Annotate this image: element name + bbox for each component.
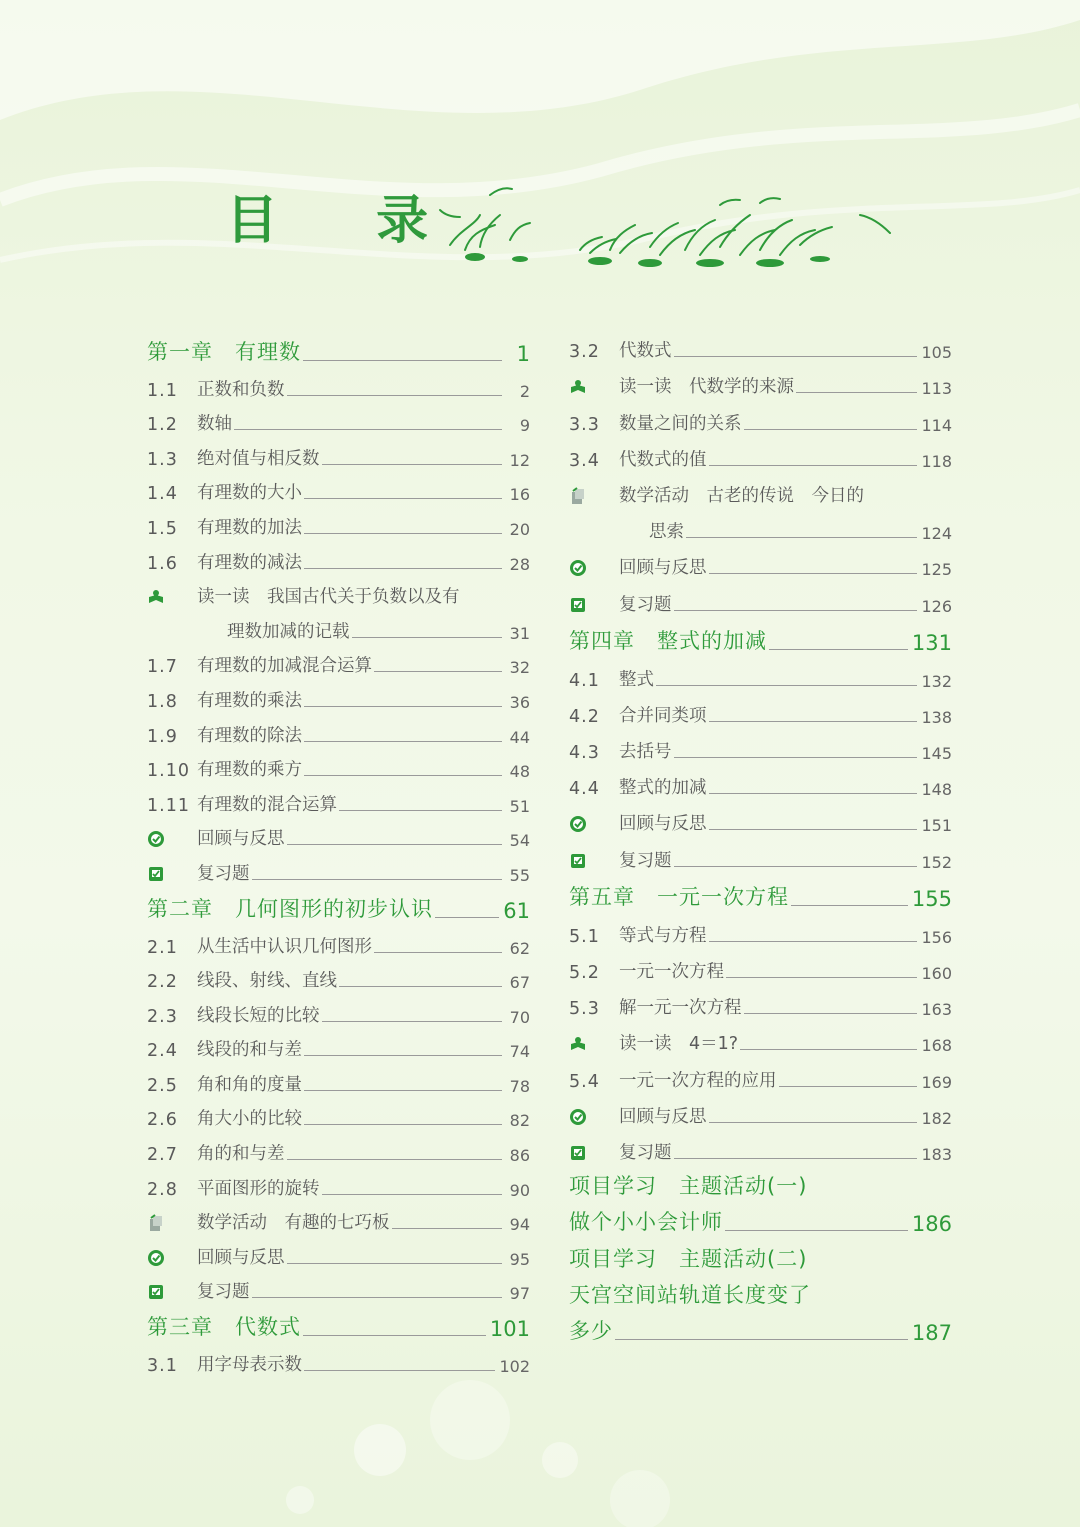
leader-line [374,952,502,953]
toc-entry[interactable] [569,727,952,763]
section-number: 2.8 [147,1179,178,1200]
page-number: 74 [509,1042,530,1062]
leader-line [744,429,918,430]
page-number: 2 [519,381,530,401]
toc-entry[interactable] [569,435,952,471]
page-title: 目 录 [226,190,469,251]
toc-entry[interactable] [569,691,952,727]
toc-entry[interactable] [147,1096,530,1131]
project-entry[interactable] [569,1273,952,1309]
page-number: 183 [921,1144,952,1164]
leader-line [709,829,918,830]
leader-line [252,1297,503,1298]
chapter-heading[interactable] [147,328,530,366]
review-icon [569,1106,619,1128]
page-number: 118 [921,451,952,471]
toc-entry[interactable] [147,816,530,851]
leader-line [779,1086,918,1087]
page-number: 95 [509,1249,530,1269]
page-number: 156 [921,927,952,947]
entry-title: 代数式 [619,341,672,362]
entry-title: 复习题 [619,594,672,615]
toc-entry[interactable] [147,923,530,958]
review-icon [147,828,197,850]
section-number: 4.3 [569,743,600,764]
page-number: 44 [509,727,530,747]
page-number: 51 [509,796,530,816]
page-number: 36 [509,692,530,712]
entry-title: 一元一次方程的应用 [619,1070,777,1091]
entry-title: 读一读 代数学的来源 [619,377,794,398]
toc-right-column [569,326,952,1345]
leader-line [674,757,918,758]
toc-entry[interactable] [147,574,530,609]
page-number: 152 [921,852,952,872]
toc-entry[interactable] [569,947,952,983]
entry-title: 有理数的加法 [197,517,302,538]
section-number: 2.5 [147,1075,178,1096]
entry-title: 回顾与反思 [619,814,707,835]
page-number: 138 [921,707,952,727]
leader-line [791,905,908,906]
leader-line [304,1055,502,1056]
toc-entry[interactable] [147,781,530,816]
toc-entry[interactable] [569,362,952,398]
entry-title: 整式 [619,669,654,690]
entry-title: 回顾与反思 [197,829,285,850]
leader-line [725,1230,908,1231]
entry-title: 角大小的比较 [197,1109,302,1130]
entry-title: 第一章 有理数 [147,340,301,364]
chapter-heading[interactable] [569,872,952,911]
page-number: 155 [911,886,952,911]
chapter-heading[interactable] [147,1303,530,1341]
entry-title: 解一元一次方程 [619,998,742,1019]
project-entry[interactable] [569,1236,952,1272]
leader-line [656,685,917,686]
entry-title: 复习题 [619,850,672,871]
page-number: 148 [921,780,952,800]
leader-line [322,1194,503,1195]
toc-entry[interactable] [569,579,952,615]
toc-entry[interactable] [569,799,952,835]
page-number: 32 [509,658,530,678]
exercise-icon [569,594,619,616]
page-number: 82 [509,1111,530,1131]
leader-line [304,1090,502,1091]
exercise-icon [569,850,619,872]
exercise-icon [147,1281,197,1303]
page-number: 125 [921,560,952,580]
toc-entry[interactable] [147,1165,530,1200]
leader-line [709,573,918,574]
section-number: 3.4 [569,450,600,471]
leader-line [304,1124,502,1125]
entry-title: 项目学习 主题活动(一) [569,1174,808,1199]
reading-icon [569,376,619,398]
page-number: 54 [509,831,530,851]
toc-entry[interactable] [147,958,530,993]
entry-title: 线段长短的比较 [197,1005,320,1026]
leader-line [674,610,918,611]
page-number: 94 [509,1215,530,1235]
entry-title: 有理数的乘方 [197,760,302,781]
leader-line [287,1263,503,1264]
leader-line [352,637,503,638]
toc-entry[interactable] [569,911,952,947]
toc-entry[interactable] [147,1234,530,1269]
section-number: 1.11 [147,795,190,816]
leader-line [744,1013,918,1014]
page-number: 16 [509,485,530,505]
toc-entry[interactable] [147,850,530,885]
section-number: 1.1 [147,380,178,401]
toc-entry[interactable] [569,326,952,362]
grass-decoration [420,175,920,275]
page-number: 70 [509,1007,530,1027]
toc-entry[interactable] [147,608,530,643]
toc-entry[interactable] [147,992,530,1027]
leader-line [392,1228,503,1229]
leader-line [769,649,908,650]
entry-title: 整式的加减 [619,778,707,799]
toc-entry[interactable] [147,435,530,470]
section-number: 5.4 [569,1071,600,1092]
entry-title: 天宫空间站轨道长度变了 [569,1282,811,1307]
exercise-icon [569,1142,619,1164]
leader-line [796,392,917,393]
leader-line [709,793,918,794]
entry-title: 平面图形的旋转 [197,1178,320,1199]
section-number: 2.4 [147,1041,178,1062]
page-number: 78 [509,1076,530,1096]
activity-icon [147,1212,197,1234]
toc-entry[interactable] [569,835,952,871]
leader-line [674,1158,918,1159]
entry-title: 线段的和与差 [197,1040,302,1061]
entry-title: 有理数的大小 [197,483,302,504]
toc-entry[interactable] [569,507,952,543]
toc-entry[interactable] [147,504,530,539]
entry-title: 项目学习 主题活动(二) [569,1246,808,1271]
toc-entry[interactable] [147,1269,530,1304]
leader-line [709,1122,918,1123]
reading-icon [147,586,197,608]
section-number: 1.7 [147,657,178,678]
leader-line [615,1339,908,1340]
leader-line [303,1335,486,1336]
entry-title: 回顾与反思 [619,558,707,579]
leader-line [304,741,502,742]
page-number: 31 [509,623,530,643]
toc-entry[interactable] [569,543,952,579]
section-number: 2.3 [147,1006,178,1027]
review-icon [147,1247,197,1269]
section-number: 1.5 [147,518,178,539]
page-number: 62 [509,938,530,958]
toc-entry[interactable] [569,1019,952,1055]
toc-left-column [147,328,530,1376]
entry-title: 思索 [649,522,684,543]
section-number: 1.6 [147,553,178,574]
section-number: 5.3 [569,999,600,1020]
page-number: 187 [911,1320,952,1345]
page-number: 55 [509,865,530,885]
entry-title: 第二章 几何图形的初步认识 [147,896,433,921]
entry-title: 等式与方程 [619,925,707,946]
toc-entry[interactable] [147,1200,530,1235]
entry-title: 数量之间的关系 [619,413,742,434]
section-number: 3.3 [569,414,600,435]
page-number: 101 [489,1317,530,1342]
toc-entry[interactable] [569,1092,952,1128]
section-number: 5.2 [569,963,600,983]
toc-entry[interactable] [569,398,952,434]
page-number: 168 [921,1036,952,1056]
leader-line [303,360,502,361]
entry-title: 合并同类项 [619,705,707,726]
page-number: 169 [921,1072,952,1092]
entry-title: 第五章 一元一次方程 [569,884,789,909]
leader-line [674,866,918,867]
section-number: 2.2 [147,972,178,993]
leader-line [304,568,502,569]
toc-entry[interactable] [147,677,530,712]
section-number: 1.2 [147,415,178,436]
leader-line [322,464,503,465]
leader-line [726,977,917,978]
toc-entry[interactable] [569,471,952,507]
toc-entry[interactable] [569,983,952,1019]
page-number: 67 [509,973,530,993]
project-entry[interactable] [569,1200,952,1236]
leader-line [304,775,502,776]
section-number: 2.7 [147,1145,178,1166]
page-number: 186 [911,1212,952,1237]
section-number: 2.1 [147,937,178,958]
entry-title: 做个小小会计师 [569,1210,723,1235]
entry-title: 绝对值与相反数 [197,448,320,469]
page-number: 151 [921,816,952,836]
activity-icon [569,485,619,507]
section-number: 1.3 [147,449,178,470]
page-number: 28 [509,554,530,574]
entry-title: 第三章 代数式 [147,1315,301,1340]
page-number: 102 [499,1357,530,1377]
entry-title: 回顾与反思 [197,1247,285,1268]
toc-entry[interactable] [147,747,530,782]
section-number: 1.4 [147,484,178,505]
leader-line [304,1370,495,1371]
toc-entry[interactable] [147,470,530,505]
page-number: 48 [509,762,530,782]
entry-title: 理数加减的记载 [227,621,350,642]
entry-title: 去括号 [619,742,672,763]
toc-entry[interactable] [569,1055,952,1091]
entry-title: 复习题 [619,1142,672,1163]
leader-line [339,986,502,987]
chapter-heading[interactable] [147,885,530,923]
entry-title: 从生活中认识几何图形 [197,936,372,957]
entry-title: 数轴 [197,414,232,435]
entry-title: 用字母表示数 [197,1355,302,1376]
section-number: 2.6 [147,1110,178,1131]
project-entry[interactable] [569,1309,952,1345]
toc-entry[interactable] [147,1130,530,1165]
page-number: 160 [921,964,952,983]
leader-line [304,706,502,707]
section-number: 5.1 [569,926,600,947]
page-number: 124 [921,524,952,544]
entry-title: 复习题 [197,1282,250,1303]
page-number: 20 [509,519,530,539]
page-number: 182 [921,1108,952,1128]
toc-entry[interactable] [147,643,530,678]
section-number: 4.1 [569,670,600,691]
toc-entry[interactable] [147,1341,530,1376]
entry-title: 有理数的混合运算 [197,794,337,815]
page-number: 131 [911,630,952,655]
page-number: 126 [921,596,952,616]
page-number: 113 [921,379,952,399]
toc-entry[interactable] [147,712,530,747]
page-number: 132 [921,671,952,691]
page-number: 9 [519,416,530,436]
entry-title: 一元一次方程 [619,962,724,982]
leader-line [709,721,918,722]
toc-entry[interactable] [569,1128,952,1164]
entry-title: 代数式的值 [619,449,707,470]
leader-line [287,844,503,845]
entry-title: 第四章 整式的加减 [569,628,767,653]
entry-title: 角和角的度量 [197,1074,302,1095]
leader-line [740,1049,917,1050]
entry-title: 线段、射线、直线 [197,971,337,992]
page-number: 114 [921,415,952,435]
section-number: 3.2 [569,342,600,363]
review-icon [569,813,619,835]
section-number: 3.1 [147,1356,178,1377]
entry-title: 读一读 我国古代关于负数以及有 [197,587,460,608]
page-number: 12 [509,450,530,470]
toc-entry[interactable] [147,401,530,436]
toc-entry[interactable] [147,539,530,574]
leader-line [435,917,499,918]
entry-title: 有理数的除法 [197,725,302,746]
entry-title: 数学活动 有趣的七巧板 [197,1213,390,1234]
leader-line [709,941,918,942]
page-number: 86 [509,1146,530,1166]
toc-entry[interactable] [147,366,530,401]
leader-line [339,810,502,811]
page-number: 90 [509,1180,530,1200]
leader-line [304,533,502,534]
review-icon [569,557,619,579]
entry-title: 有理数的乘法 [197,690,302,711]
leader-line [374,671,502,672]
section-number: 4.4 [569,779,600,800]
exercise-icon [147,863,197,885]
section-number: 1.8 [147,691,178,712]
entry-title: 读一读 4＝1? [619,1034,739,1055]
leader-line [287,395,503,396]
entry-title: 多少 [569,1318,613,1343]
section-number: 1.9 [147,726,178,747]
toc-entry[interactable] [569,763,952,799]
entry-title: 正数和负数 [197,379,285,400]
page-number: 97 [509,1284,530,1304]
entry-title: 角的和与差 [197,1144,285,1165]
page-number: 1 [516,342,530,366]
leader-line [709,465,918,466]
leader-line [304,498,502,499]
section-number: 1.10 [147,761,190,782]
leader-line [252,879,503,880]
page-number: 105 [921,343,952,363]
leader-line [322,1021,503,1022]
leader-line [234,429,502,430]
page-number: 61 [503,898,530,923]
leader-line [674,356,918,357]
reading-icon [569,1033,619,1055]
page-number: 145 [921,744,952,764]
entry-title: 有理数的加减混合运算 [197,656,372,677]
toc-entry[interactable] [147,1061,530,1096]
entry-title: 有理数的减法 [197,552,302,573]
entry-title: 回顾与反思 [619,1106,707,1127]
toc-entry[interactable] [147,1027,530,1062]
chapter-heading[interactable] [569,616,952,655]
page-number: 163 [921,1000,952,1020]
section-number: 4.2 [569,706,600,727]
leader-line [686,537,917,538]
project-entry[interactable] [569,1164,952,1200]
toc-entry[interactable] [569,655,952,691]
entry-title: 数学活动 古老的传说 今日的 [619,485,864,506]
leader-line [287,1159,503,1160]
entry-title: 复习题 [197,863,250,884]
